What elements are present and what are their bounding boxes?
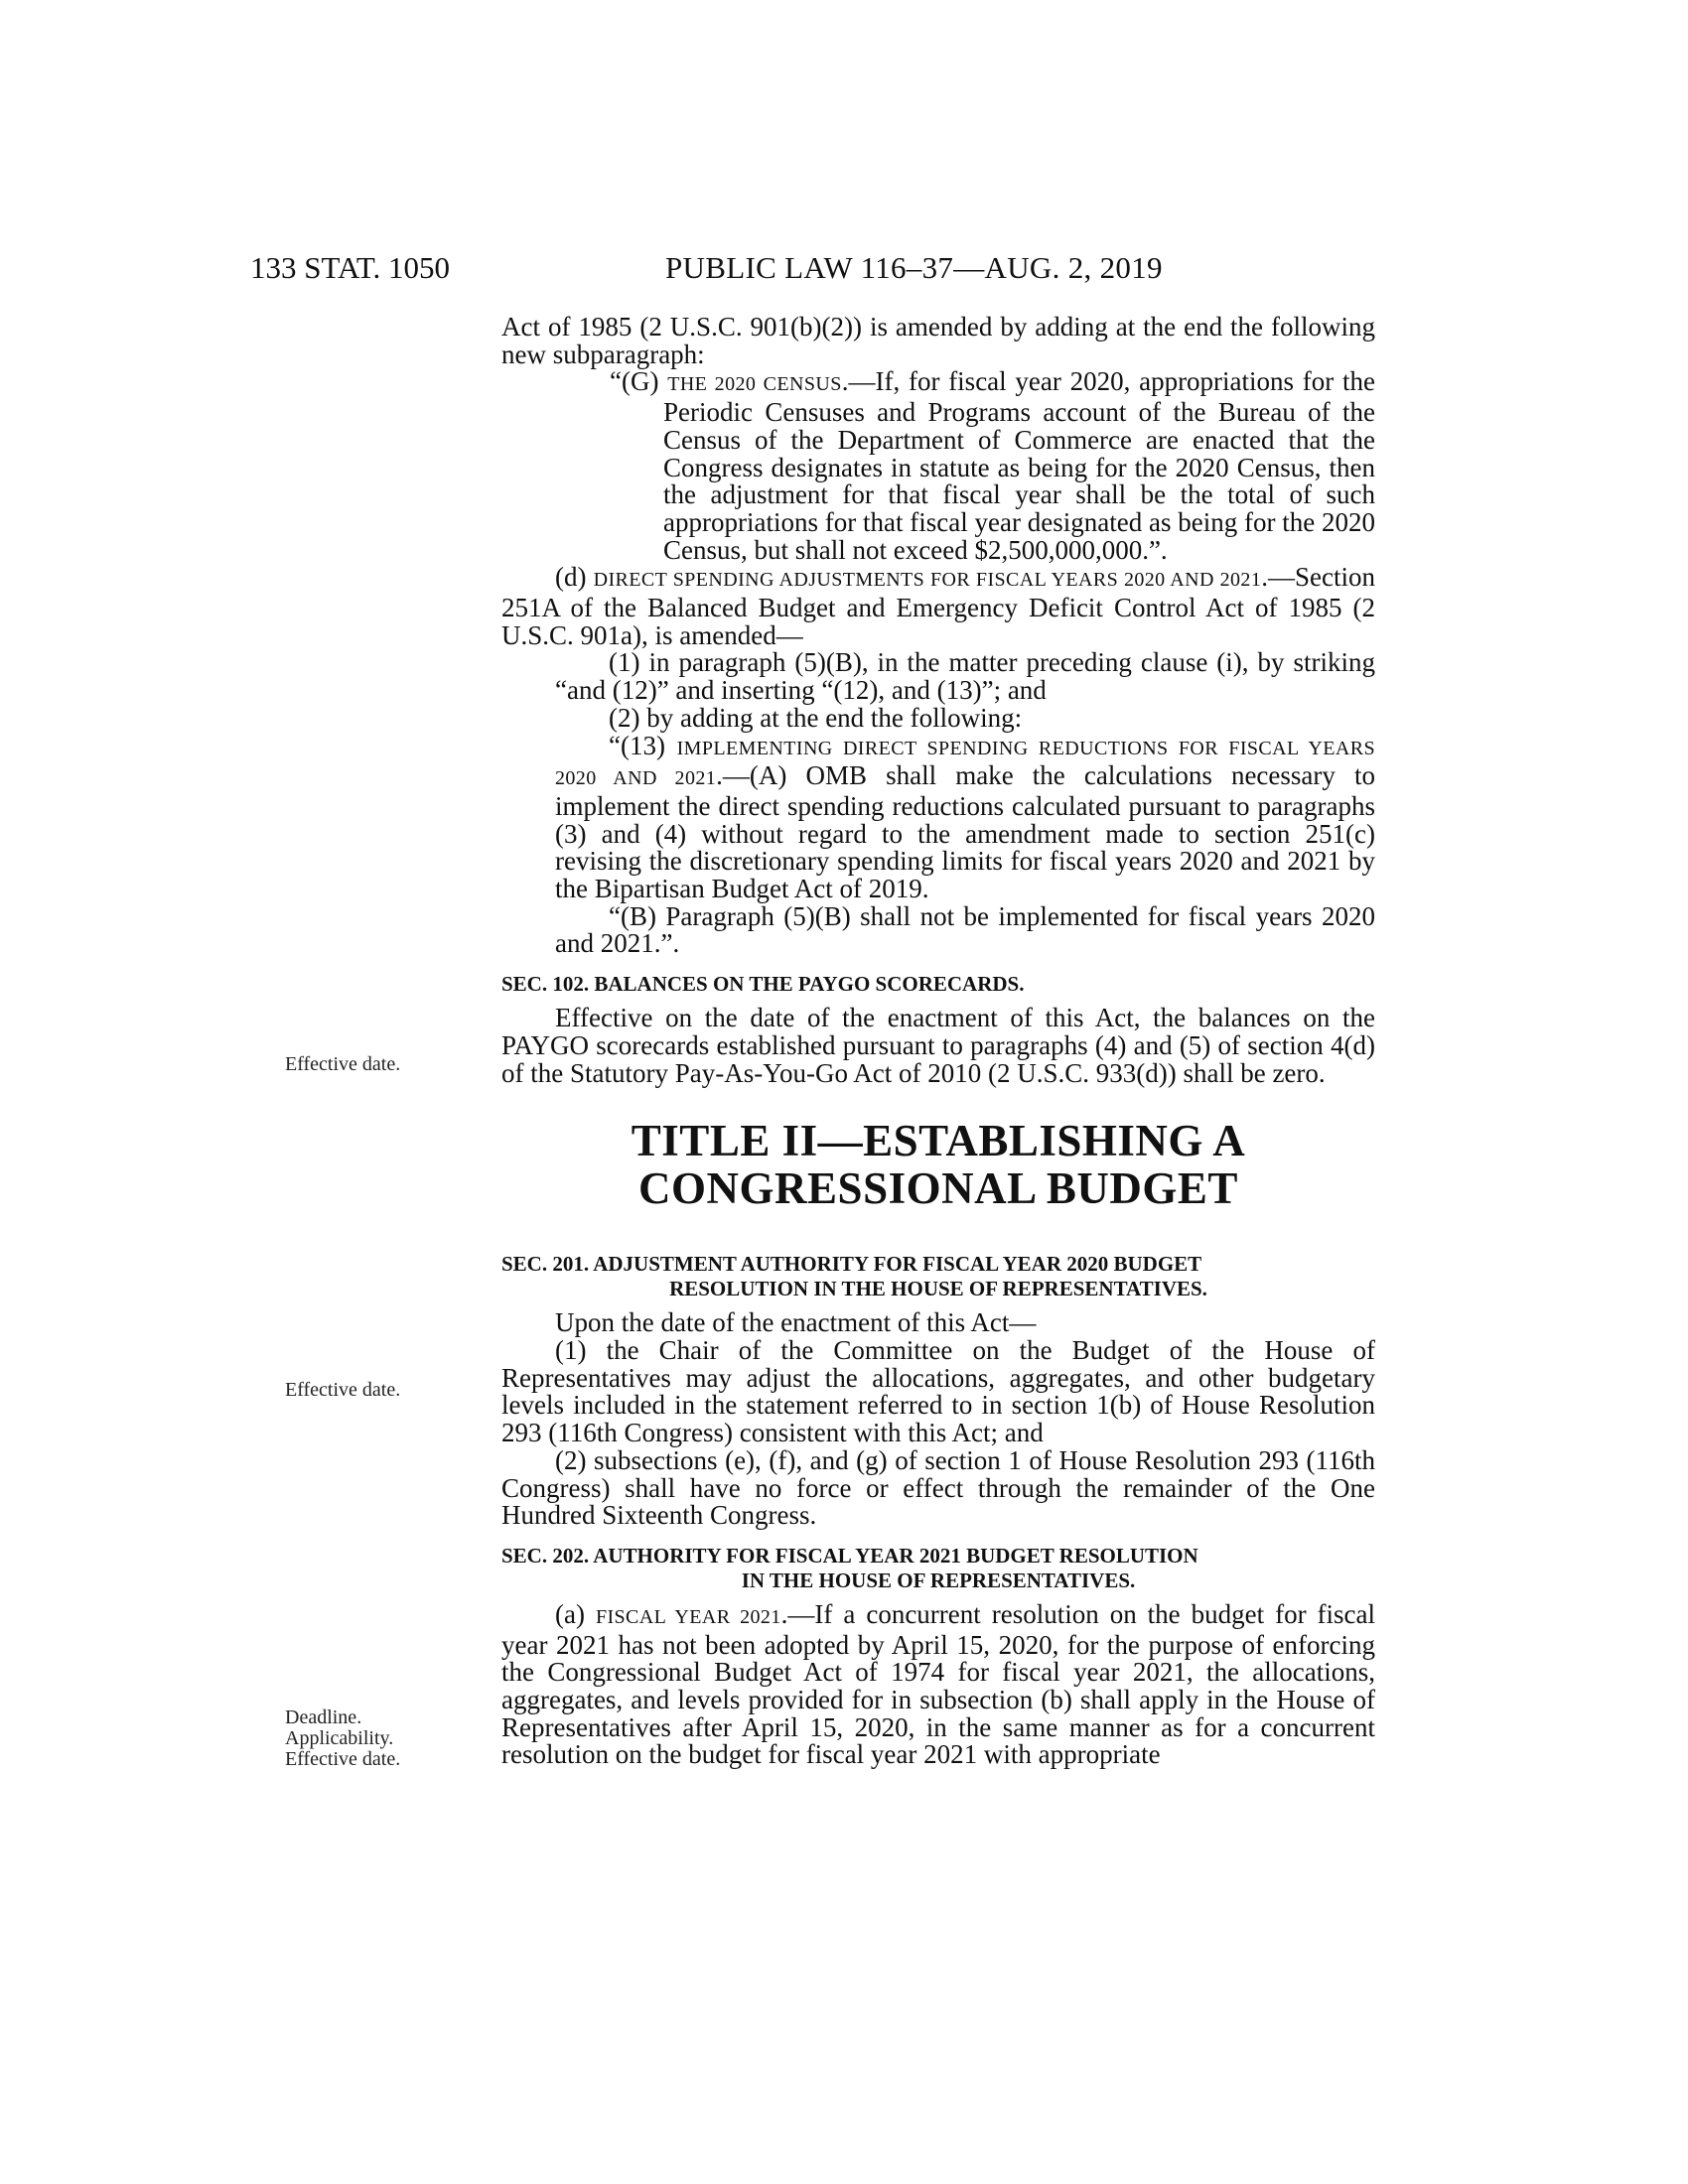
paragraph-text: .—If, for fiscal year 2020, appropriations for the Periodic Censuses and Programs account of the Bureau of the Census of the Department of Commerce are enacted that the Congress designates in statute as being for the 2020 Census, then the adjustment for that fiscal year shall be the total of such appropriations for that fiscal year designated as being for the 2020 Census, but shall not exceed $2,500,000,000.”.	[663, 366, 1375, 565]
margin-note-deadline	[285, 1707, 400, 1770]
section-heading-line: IN THE HOUSE OF REPRESENTATIVES.	[741, 1568, 1136, 1592]
paragraph-lead: (a)	[555, 1598, 596, 1629]
public-law-citation: PUBLIC LAW 116–37—AUG. 2, 2019	[665, 250, 1163, 285]
stat-page-number: 133 STAT. 1050	[250, 250, 451, 285]
title-line: TITLE II—ESTABLISHING A	[631, 1116, 1246, 1166]
section-201-intro: Upon the date of the enactment of this Act—	[555, 1307, 1037, 1338]
paragraph-lead: (d)	[555, 562, 594, 593]
small-caps-heading: THE 2020 CENSUS	[667, 373, 842, 396]
paragraph-1: (1) the Chair of the Committee on the Budget of the House of Representatives may adjust the allocations, aggregates, and other budgetary levels included in the statement referred to in section 1(b) of House Resolution 293 (116th Congress) consistent with this Act; and	[501, 1334, 1375, 1448]
paragraph-2: (2) by adding at the end the following:	[609, 702, 1023, 733]
paragraph-text: .—If a concurrent resolution on the budget for fiscal year 2021 has not been adopted by April 15, 2020, for the purpose of enforcing the Congressional Budget Act of 1974 for fiscal year 2021, the allocations, aggregates, and levels provided for in subsection (b) shall apply in the House of Representatives after April 15, 2020, in the same manner as for a concurrent resolution on the budget for fiscal year 2021 with appropriate	[501, 1598, 1376, 1770]
section-102-heading: SEC. 102. BALANCES ON THE PAYGO SCORECARDS.	[501, 972, 1025, 997]
paragraph: Act of 1985 (2 U.S.C. 901(b)(2)) is amended by adding at the end the following new subparagraph:	[501, 312, 1375, 369]
section-102-text: Effective on the date of the enactment of this Act, the balances on the PAYGO scorecards established pursuant to paragraphs (4) and (5) of section 4(d) of the Statutory Pay-As-You-Go Act of 2010 (2 U.S.C. 933(d)) shall be zero.	[501, 1003, 1375, 1088]
margin-note-line: Applicability.	[285, 1727, 394, 1749]
margin-note-effective-date: Effective date.	[285, 1379, 401, 1401]
paragraph-d	[501, 564, 1375, 649]
paragraph-lead: “(13)	[609, 730, 677, 760]
quoted-subparagraph-g	[501, 368, 1375, 564]
section-heading-line: SEC. 202. AUTHORITY FOR FISCAL YEAR 2021 BUDGET RESOLUTION	[501, 1543, 1198, 1568]
section-heading-line: SEC. 201. ADJUSTMENT AUTHORITY FOR FISCAL YEAR 2020 BUDGET	[501, 1252, 1202, 1277]
small-caps-heading: IMPLEMENTING DIRECT SPENDING REDUCTIONS FOR FISCAL YEARS 2020 AND 2021	[555, 737, 1375, 790]
margin-note-line: Deadline.	[285, 1706, 362, 1728]
paragraph-text: .—Section 251A of the Balanced Budget and Emergency Deficit Control Act of 1985 (2 U.S.C. 901a), is amended—	[501, 562, 1375, 650]
document-body	[501, 314, 1375, 1769]
subsection-a	[501, 1598, 1376, 1770]
paragraph-lead: “(G)	[610, 366, 668, 397]
paragraph-1: (1) in paragraph (5)(B), in the matter preceding clause (i), by striking “and (12)” and inserting “(12), and (13)”; and	[555, 647, 1375, 706]
section-201-heading	[501, 1252, 1375, 1301]
margin-note-line: Effective date.	[285, 1748, 401, 1770]
title-ii-heading	[501, 1117, 1375, 1212]
section-202-heading	[501, 1544, 1375, 1593]
small-caps-heading: FISCAL YEAR 2021	[595, 1605, 781, 1628]
small-caps-heading: DIRECT SPENDING ADJUSTMENTS FOR FISCAL YEARS 2020 AND 2021	[593, 569, 1262, 592]
page-header	[0, 250, 1688, 290]
title-line: CONGRESSIONAL BUDGET	[638, 1163, 1238, 1214]
quoted-paragraph-b: “(B) Paragraph (5)(B) shall not be implemented for fiscal years 2020 and 2021.”.	[555, 900, 1375, 959]
margin-note-effective-date: Effective date.	[285, 1053, 401, 1075]
quoted-paragraph-13	[501, 730, 1375, 904]
paragraph-text: .—(A) OMB shall make the calculations necessary to implement the direct spending reductions calculated pursuant to paragraphs (3) and (4) without regard to the amendment made to section 251(c) revising the discretionary spending limits for fiscal years 2020 and 2021 by the Bipartisan Budget Act of 2019.	[555, 760, 1375, 904]
section-heading-line: RESOLUTION IN THE HOUSE OF REPRESENTATIVES.	[669, 1277, 1207, 1301]
paragraph-2: (2) subsections (e), (f), and (g) of section 1 of House Resolution 293 (116th Congress) shall have no force or effect through the remainder of the One Hundred Sixteenth Congress.	[501, 1444, 1375, 1531]
